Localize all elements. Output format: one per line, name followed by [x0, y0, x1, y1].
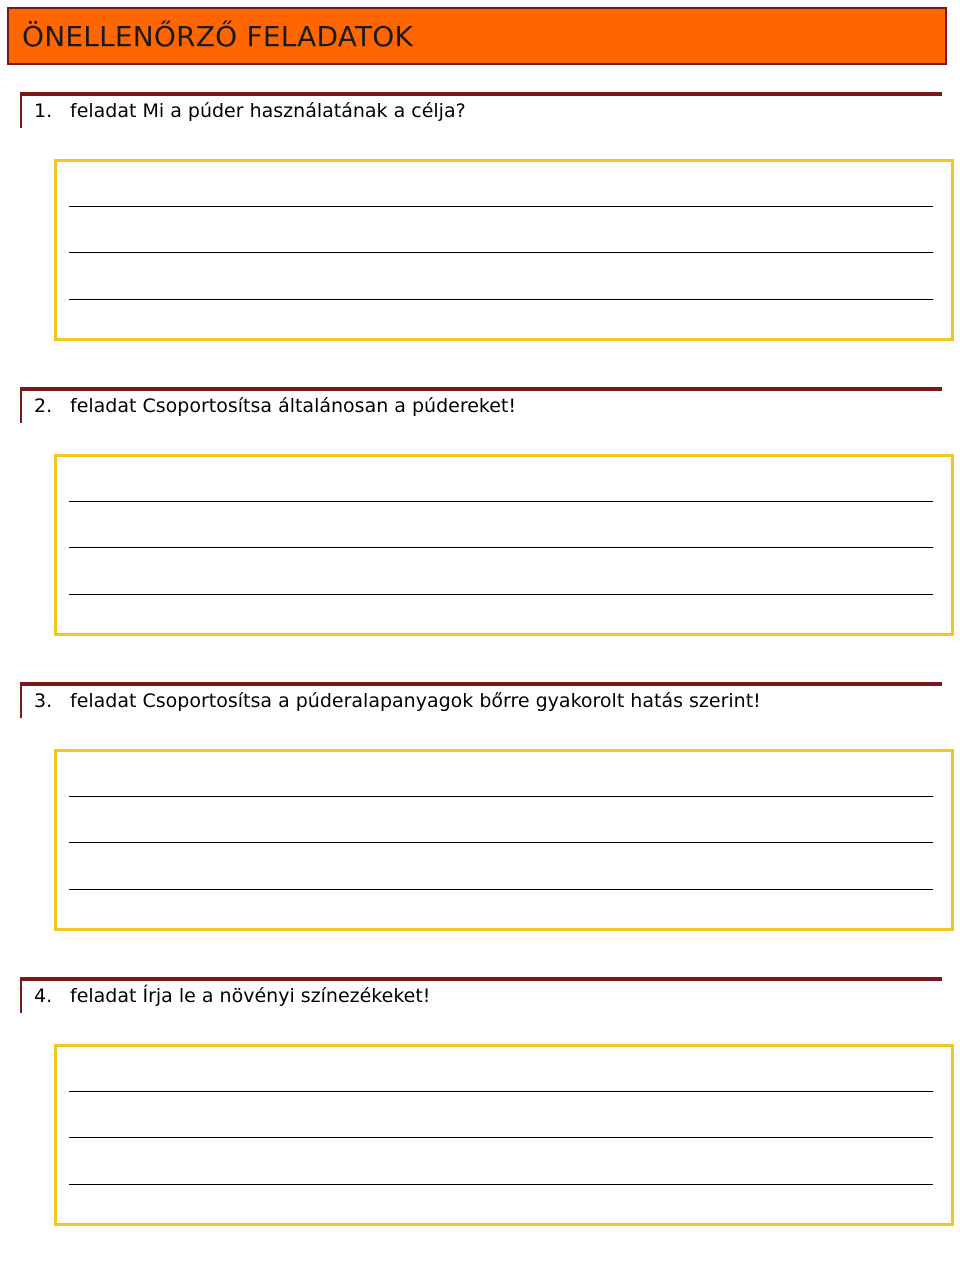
task-divider-edge: [20, 92, 22, 128]
task-4: [0, 977, 960, 1272]
task-number: 3.: [34, 690, 53, 712]
answer-line[interactable]: [69, 842, 933, 843]
task-question: feladat Mi a púder használatának a célja?: [70, 100, 466, 122]
answer-box[interactable]: [54, 749, 954, 931]
answer-box[interactable]: [54, 454, 954, 636]
task-number: 2.: [34, 395, 53, 417]
task-divider: [20, 92, 942, 96]
answer-line[interactable]: [69, 299, 933, 300]
page-header: [7, 7, 947, 65]
task-divider-edge: [20, 387, 22, 423]
task-question: feladat Csoportosítsa általánosan a púdereket!: [70, 395, 516, 417]
task-divider: [20, 977, 942, 981]
answer-box[interactable]: [54, 1044, 954, 1226]
answer-line[interactable]: [69, 1091, 933, 1092]
answer-line[interactable]: [69, 252, 933, 253]
answer-box[interactable]: [54, 159, 954, 341]
page-title: ÖNELLENŐRZŐ FELADATOK: [22, 20, 414, 53]
answer-line[interactable]: [69, 1184, 933, 1185]
task-3: [0, 682, 960, 977]
answer-line[interactable]: [69, 501, 933, 502]
answer-line[interactable]: [69, 547, 933, 548]
answer-line[interactable]: [69, 889, 933, 890]
task-number: 4.: [34, 985, 53, 1007]
task-divider-edge: [20, 977, 22, 1013]
task-question: feladat Írja le a növényi színezékeket!: [70, 985, 431, 1007]
answer-line[interactable]: [69, 594, 933, 595]
answer-line[interactable]: [69, 796, 933, 797]
task-question: feladat Csoportosítsa a púderalapanyagok bőrre gyakorolt hatás szerint!: [70, 690, 761, 712]
task-divider: [20, 682, 942, 686]
task-2: [0, 387, 960, 682]
answer-line[interactable]: [69, 206, 933, 207]
task-1: [0, 92, 960, 387]
task-divider: [20, 387, 942, 391]
task-divider-edge: [20, 682, 22, 718]
answer-line[interactable]: [69, 1137, 933, 1138]
task-number: 1.: [34, 100, 53, 122]
